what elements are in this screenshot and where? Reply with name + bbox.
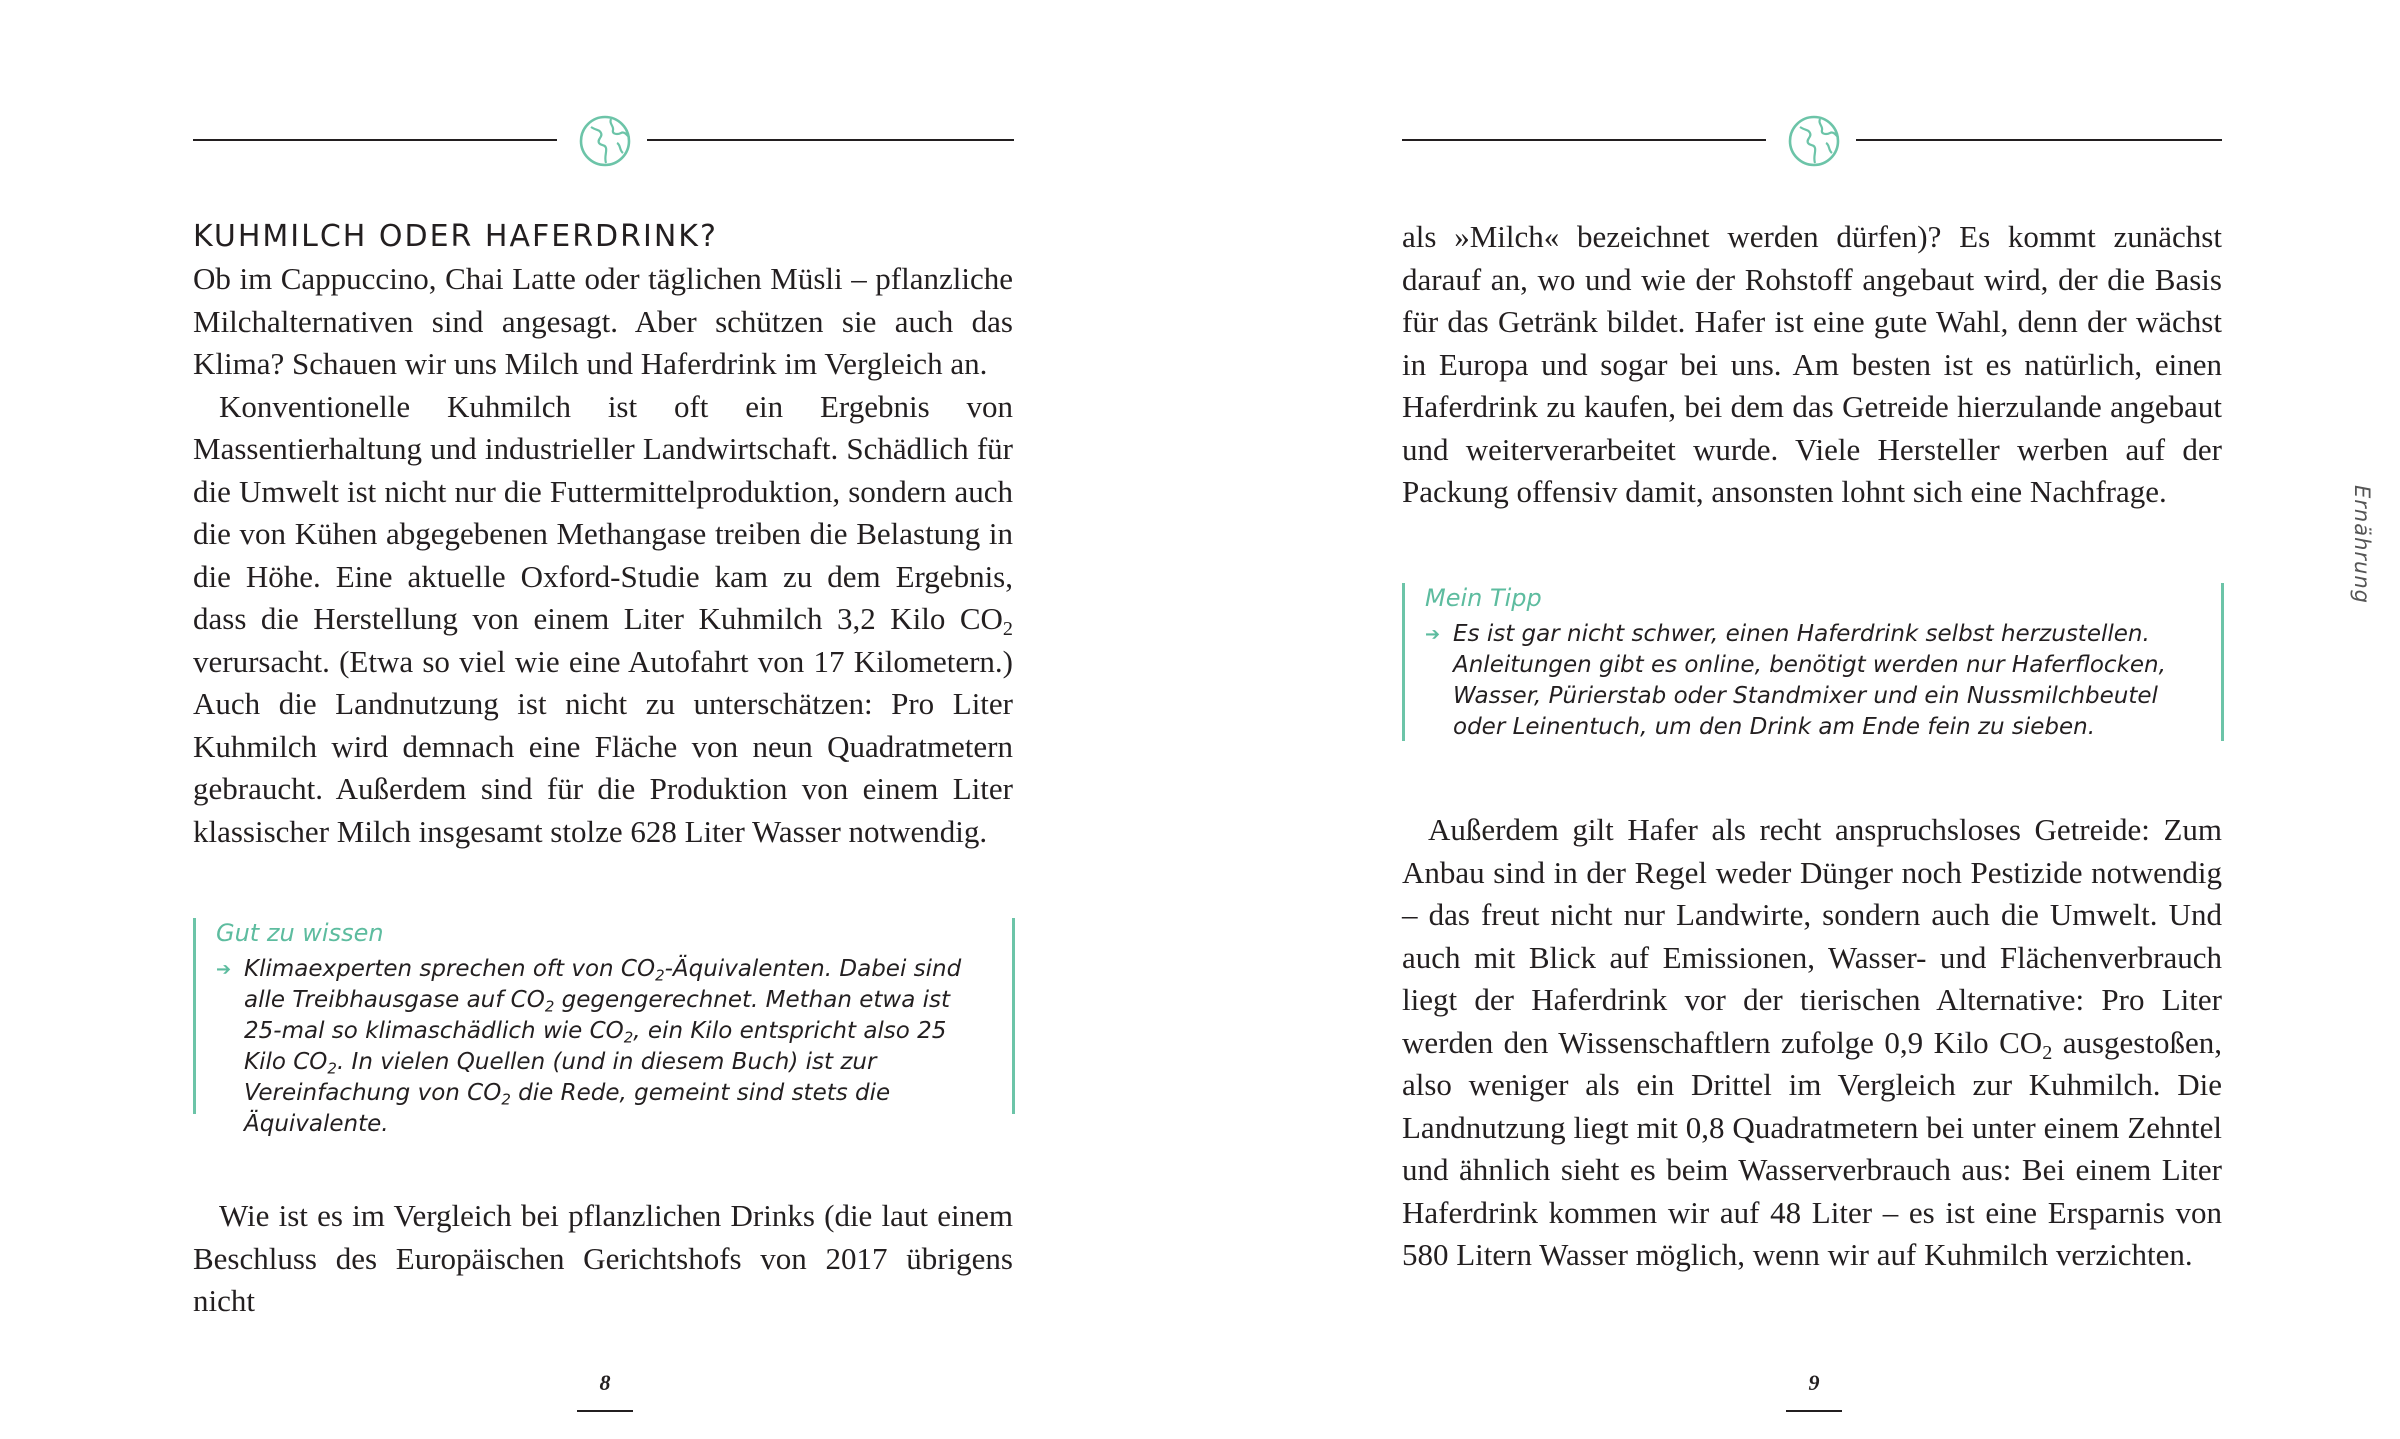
page-number-right: 9: [1808, 1370, 1820, 1395]
arrow-right-icon: ➔: [216, 959, 232, 980]
header-rule-left: [193, 139, 557, 141]
hafer-paragraph: Außerdem gilt Hafer als recht anspruchsloses Getreide: Zum Anbau sind in der Regel weder Dünger noch Pestizide notwendig – das freut nicht nur Landwirte, sondern auch die Umwelt. Und auch mit Blick auf Emissionen, Wasser- und Flächenverbrauch liegt der Haferdrink vor der tierischen Alternative: Pro Liter werden den Wissenschaftlern zufolge 0,9 Kilo $CO_2$ ausgestoßen, also weniger als ein Drittel im Vergleich zur Kuhmilch. Die Landnutzung liegt mit 0,8 Quadratmetern bei unter einem Zehntel und ähnlich sieht es beim Wasserverbrauch aus: Bei einem Liter Haferdrink kommen wir auf 48 Liter – es ist eine Ersparnis von 580 Litern Wasser möglich, wenn wir auf Kuhmilch verzichten.: [1402, 812, 2222, 1272]
chapter-side-label: Ernährung: [2350, 485, 2374, 604]
page-number-rule-left: [577, 1410, 633, 1412]
kuhmilch-paragraph: Konventionelle Kuhmilch ist oft ein Ergebnis von Massentierhaltung und industrieller Landwirtschaft. Schädlich für die Umwelt ist nicht nur die Futtermittelproduktion, sondern auch die von Kühen abgegebenen Methangase treiben die Belastung in die Höhe. Eine aktuelle Oxford-Studie kam zu dem Ergebnis, dass die Herstellung von einem Liter Kuhmilch 3,2 Kilo $CO_2$ verursacht. (Etwa so viel wie eine Autofahrt von 17 Kilometern.) Auch die Landnutzung ist nicht zu unterschätzen: Pro Liter Kuhmilch wird demnach eine Fläche von neun Quadratmetern gebraucht. Außerdem sind für die Produktion von einem Liter klassischer Milch insgesamt stolze 628 Liter Wasser notwendig.: [193, 388, 1013, 849]
intro-paragraph: Ob im Cappuccino, Chai Latte oder täglichen Müsli – pflanzliche Milchalternativen sind angesagt. Aber schützen sie auch das Klima? Schauen wir uns Milch und Haferdrink im Vergleich an.: [193, 261, 1013, 381]
globe-icon: [1786, 113, 1842, 169]
info-box-text: Klimaexperten sprechen oft von $CO_2$-Äquivalenten. Dabei sind alle Treibhausgase auf $CO_2$ gegengerechnet. Methan etwa ist 25-mal so klimaschädlich wie $CO_2$, ein Kilo entspricht also 25 Kilo $CO_2$. In vielen Quellen (und in diesem Buch) ist zur Vereinfachung von $CO_2$ die Rede, gemeint sind stets die Äquivalente.: [244, 956, 962, 1137]
globe-icon: [577, 113, 633, 169]
tip-box-text: Es ist gar nicht schwer, einen Haferdrink selbst herzustellen. Anleitungen gibt es online, benötigt werden nur Haferflocken, Wasser, Pürierstab oder Standmixer und ein Nussmilchbeutel oder Leinentuch, um den Drink am Ende fein zu sieben.: [1453, 621, 2166, 740]
page-number-rule-right: [1786, 1410, 1842, 1412]
header-rule-right: [1856, 139, 2222, 141]
left-body-block-1: [193, 258, 1013, 853]
right-body-block-1: [1402, 216, 2222, 514]
tip-box-title: Mein Tipp: [1425, 584, 1542, 612]
arrow-right-icon: ➔: [1425, 624, 1441, 645]
right-page: [1200, 0, 2400, 1439]
right-body-block-2: [1402, 809, 2222, 1277]
rohstoff-paragraph: als »Milch« bezeichnet werden dürfen)? Es kommt zunächst darauf an, wo und wie der Rohstoff angebaut wird, der die Basis für das Getränk bildet. Hafer ist eine gute Wahl, denn der wächst in Europa und sogar bei uns. Am besten ist es natürlich, einen Haferdrink zu kaufen, bei dem das Getreide hierzulande angebaut und weiterverarbeitet wurde. Viele Hersteller werben auf der Packung offensiv damit, ansonsten lohnt sich eine Nachfrage.: [1402, 219, 2222, 509]
header-rule-left: [1402, 139, 1766, 141]
page-number-left: 8: [599, 1370, 611, 1395]
info-box-title: Gut zu wissen: [216, 919, 384, 947]
section-heading: KUHMILCH ODER HAFERDRINK?: [193, 219, 718, 254]
info-box-mein-tipp: [1402, 583, 2224, 741]
left-body-block-2: [193, 1195, 1013, 1323]
pflanzlich-paragraph: Wie ist es im Vergleich bei pflanzlichen Drinks (die laut einem Beschluss des Europäischen Gerichtshofs von 2017 übrigens nicht: [193, 1198, 1013, 1318]
header-rule-right: [647, 139, 1014, 141]
info-box-gut-zu-wissen: [193, 918, 1015, 1137]
